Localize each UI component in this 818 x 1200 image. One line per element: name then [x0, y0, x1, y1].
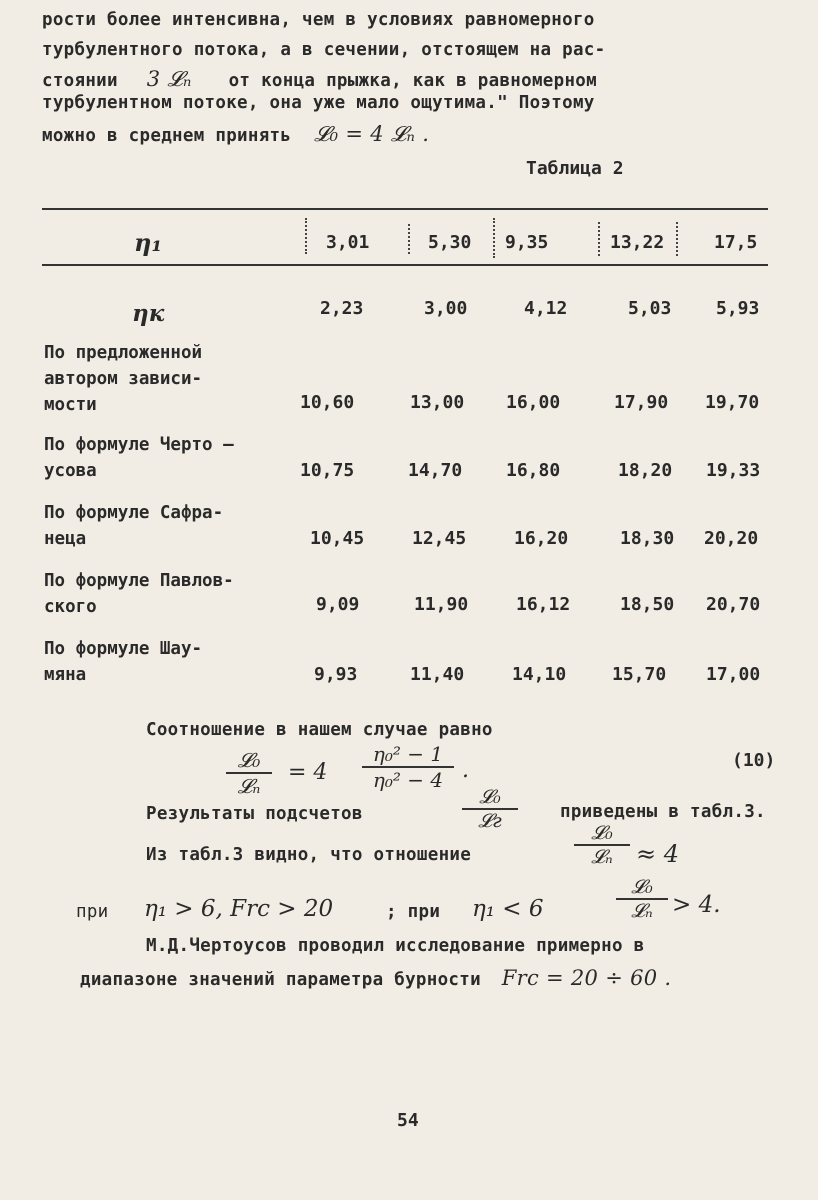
header-cell: 5,30 — [428, 232, 472, 253]
header-cell: 3,01 — [326, 232, 370, 253]
row-label-line: По предложенной — [44, 343, 203, 363]
table-cell: 10,75 — [300, 460, 355, 481]
table-cell: 2,23 — [320, 298, 364, 319]
table-top-rule — [42, 208, 768, 210]
results-fraction — [462, 786, 518, 832]
row-label-line: По формуле Павлов- — [44, 571, 234, 591]
last-line-2-math: Frс = 20 ÷ 60 . — [501, 966, 672, 990]
table-cell: 16,80 — [506, 460, 561, 481]
table-cell: 20,20 — [704, 528, 759, 549]
from-frac-den: 𝓛ₙ — [591, 846, 613, 868]
table-cell: 5,03 — [628, 298, 672, 319]
intro-line-5-math: 𝓛₀ = 4 𝓛ₙ . — [314, 122, 430, 146]
table-cell: 3,00 — [424, 298, 468, 319]
column-separator — [493, 218, 495, 258]
table-cell: 9,93 — [314, 664, 358, 685]
row-label-line: неца — [44, 529, 87, 549]
eq-lhs-fraction — [226, 748, 272, 798]
page-number: 54 — [397, 1110, 419, 1131]
row-label-proposed — [44, 340, 294, 418]
row-label-line: автором зависи- — [44, 369, 203, 389]
row-label-shaumyan — [44, 636, 294, 688]
intro-line-3-text-a: стоянии — [42, 71, 118, 91]
from-text-a: Из табл.3 видно, что отношение — [146, 845, 472, 865]
eq-lhs-num: 𝓛₀ — [237, 748, 261, 772]
intro-line-5 — [42, 122, 429, 147]
pri-frac-num: 𝓛₀ — [631, 876, 653, 898]
table-cell: 16,12 — [516, 594, 571, 615]
row-label-pavlovsky — [44, 568, 294, 620]
results-text-a: Результаты подсчетов — [146, 804, 363, 824]
table-cell: 10,45 — [310, 528, 365, 549]
pri-frac-den: 𝓛ₙ — [631, 900, 653, 922]
table-cell: 11,90 — [414, 594, 469, 615]
eq-end: . — [462, 758, 469, 783]
from-fraction — [574, 822, 630, 868]
pri-condition-1: η₁ > 6, Frс > 20 — [144, 896, 334, 922]
row-label-line: По формуле Шау- — [44, 639, 203, 659]
intro-line-2: турбулентного потока, а в сечении, отстоящем на рас- — [42, 40, 606, 60]
eq-rhs-den: η₀² − 4 — [372, 768, 444, 792]
table-cell: 14,70 — [408, 460, 463, 481]
eq-mid: = 4 — [288, 760, 328, 785]
table-cell: 16,00 — [506, 392, 561, 413]
table-cell: 19,70 — [705, 392, 760, 413]
table-cell: 17,00 — [706, 664, 761, 685]
results-text-b: приведены в табл.3. — [560, 802, 766, 822]
table-cell: 11,40 — [410, 664, 465, 685]
table-cell: 18,20 — [618, 460, 673, 481]
table-cell: 18,50 — [620, 594, 675, 615]
pri-condition-2: η₁ < 6 — [472, 896, 544, 922]
table-cell: 20,70 — [706, 594, 761, 615]
intro-line-5-text: можно в среднем принять — [42, 126, 292, 146]
row-label-line: усова — [44, 461, 97, 481]
header-label-eta1: η₁ — [134, 228, 162, 257]
results-frac-num: 𝓛₀ — [479, 786, 501, 808]
row-label-line: мости — [44, 395, 97, 415]
equation-number: (10) — [732, 750, 776, 771]
header-cell: 9,35 — [505, 232, 549, 253]
table-cell: 15,70 — [612, 664, 667, 685]
from-frac-num: 𝓛₀ — [591, 822, 613, 844]
table-cell: 5,93 — [716, 298, 760, 319]
row-label-line: мяна — [44, 665, 87, 685]
ratio-text: Соотношение в нашем случае равно — [146, 720, 493, 740]
intro-line-4: турбулентном потоке, она уже мало ощутима." Поэтому — [42, 93, 595, 113]
intro-line-1: рости более интенсивна, чем в условиях равномерного — [42, 10, 595, 30]
column-separator — [408, 224, 410, 254]
eq-lhs-den: 𝓛ₙ — [237, 774, 261, 798]
table-cell: 14,10 — [512, 664, 567, 685]
pri-end: > 4. — [672, 892, 721, 918]
eq-rhs-fraction — [362, 742, 454, 792]
results-frac-den: 𝓛г — [478, 810, 502, 832]
column-separator — [305, 218, 307, 254]
table-cell: 18,30 — [620, 528, 675, 549]
table-cell: 19,33 — [706, 460, 761, 481]
intro-line-3 — [42, 67, 597, 92]
table-cell: 17,90 — [614, 392, 669, 413]
table-cell: 4,12 — [524, 298, 568, 319]
last-line-2-text: диапазоне значений параметра бурности — [80, 970, 481, 990]
header-cell: 13,22 — [610, 232, 665, 253]
pri-text-a: при — [76, 902, 109, 922]
column-separator — [598, 222, 600, 256]
eq-rhs-num: η₀² − 1 — [372, 742, 444, 766]
row-label-line: По формуле Черто – — [44, 435, 234, 455]
table-cell: 13,00 — [410, 392, 465, 413]
row-label-safranets — [44, 500, 294, 552]
row-label-chertousov — [44, 432, 294, 484]
row-label-line: ского — [44, 597, 97, 617]
from-text-b: ≈ 4 — [636, 840, 680, 868]
intro-line-3-text-b: от конца прыжка, как в равномерном — [228, 71, 597, 91]
table-cell: 10,60 — [300, 392, 355, 413]
table-header-rule — [42, 264, 768, 266]
pri-fraction — [616, 876, 668, 922]
last-line-1: М.Д.Чертоусов проводил исследование примерно в — [146, 936, 645, 956]
row-label-etak: ηк — [132, 300, 165, 327]
last-line-2 — [80, 966, 671, 990]
row-label-line: По формуле Сафра- — [44, 503, 224, 523]
intro-line-3-math: 3 𝓛ₙ — [146, 67, 192, 91]
table-cell: 12,45 — [412, 528, 467, 549]
header-cell: 17,5 — [714, 232, 758, 253]
table-caption: Таблица 2 — [526, 158, 624, 179]
column-separator — [676, 222, 678, 256]
table-cell: 9,09 — [316, 594, 360, 615]
table-cell: 16,20 — [514, 528, 569, 549]
pri-text-b: ; при — [386, 902, 441, 922]
